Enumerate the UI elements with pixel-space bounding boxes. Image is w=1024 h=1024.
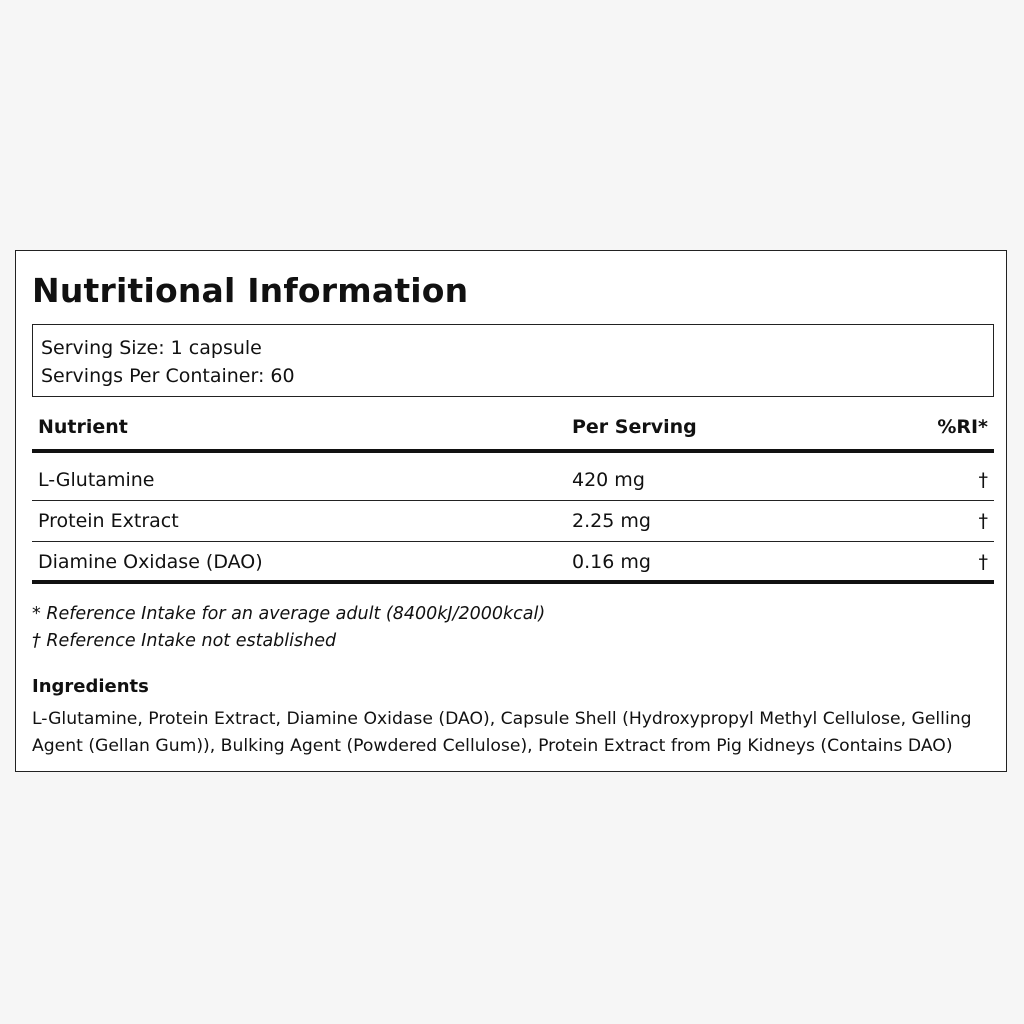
nutrient-name: Diamine Oxidase (DAO) bbox=[38, 551, 263, 573]
serving-size: Serving Size: 1 capsule bbox=[41, 337, 262, 359]
nutrient-name: Protein Extract bbox=[38, 510, 179, 532]
nutrition-label bbox=[15, 250, 1007, 772]
header-ri: %RI* bbox=[937, 416, 988, 438]
ingredients-heading: Ingredients bbox=[32, 676, 149, 697]
ingredients-text: L-Glutamine, Protein Extract, Diamine Oxidase (DAO), Capsule Shell (Hydroxypropyl Methyl Cellulose, Gelling Agent (Gellan Gum)), Bulking Agent (Powdered Cellulose), Protein Extract from Pig Kidneys (Contains DAO) bbox=[32, 709, 972, 756]
serving-info-box bbox=[32, 324, 994, 397]
nutrient-table bbox=[32, 409, 994, 584]
header-per-serving: Per Serving bbox=[572, 416, 697, 438]
nutrient-ri: † bbox=[978, 551, 988, 573]
servings-per-container: Servings Per Container: 60 bbox=[41, 365, 295, 387]
nutrient-amount: 2.25 mg bbox=[572, 510, 651, 532]
nutrient-amount: 420 mg bbox=[572, 469, 645, 491]
nutrient-ri: † bbox=[978, 469, 988, 491]
footnote-not-established: † Reference Intake not established bbox=[32, 631, 337, 651]
table-header-row bbox=[32, 409, 994, 453]
label-title: Nutritional Information bbox=[32, 271, 469, 310]
table-row bbox=[32, 542, 994, 584]
header-nutrient: Nutrient bbox=[38, 416, 128, 438]
footnotes bbox=[32, 601, 545, 655]
nutrient-ri: † bbox=[978, 510, 988, 532]
nutrient-name: L-Glutamine bbox=[38, 469, 155, 491]
footnote-ri: * Reference Intake for an average adult (8400kJ/2000kcal) bbox=[32, 604, 546, 624]
table-row bbox=[32, 501, 994, 542]
table-row bbox=[32, 453, 994, 501]
nutrient-amount: 0.16 mg bbox=[572, 551, 651, 573]
